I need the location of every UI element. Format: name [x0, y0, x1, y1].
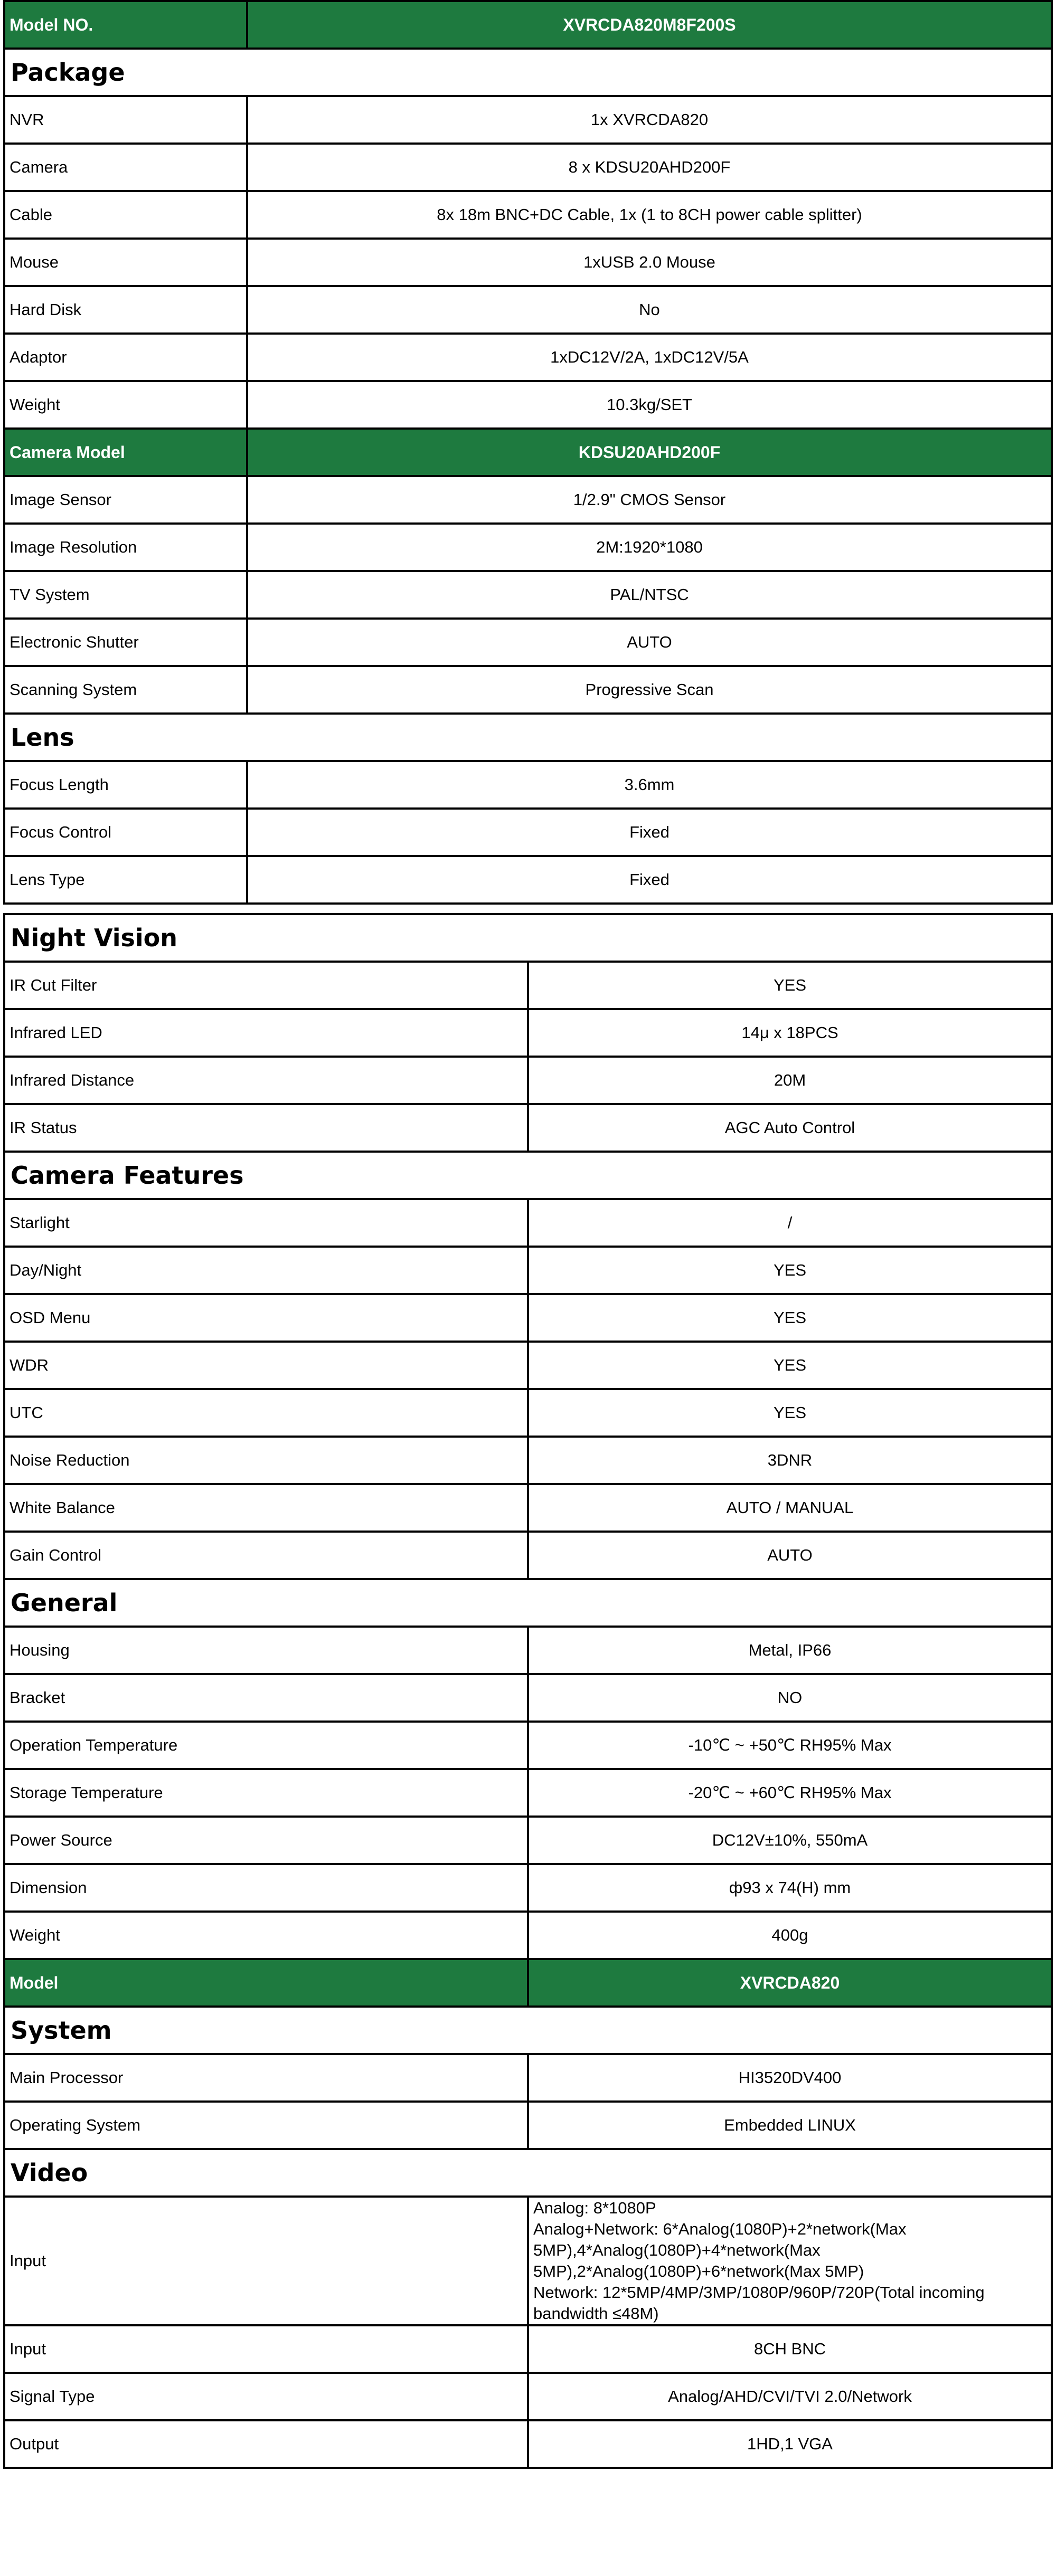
spec-label: Bracket — [4, 1674, 528, 1722]
table-row — [4, 191, 1052, 239]
spec-value: 3DNR — [528, 1437, 1052, 1484]
spec-label: Noise Reduction — [4, 1437, 528, 1484]
camera-model-label: Camera Model — [4, 429, 247, 476]
spec-label: Image Resolution — [4, 524, 247, 571]
section-title: Package — [4, 49, 1052, 96]
spec-value: 3.6mm — [247, 761, 1052, 809]
input-line-network: Network: 12*5MP/4MP/3MP/1080P/960P/720P(Total incoming bandwidth ≤48M) — [533, 2283, 985, 2323]
model-label: Model — [4, 1959, 528, 2007]
spec-label: Infrared Distance — [4, 1057, 528, 1104]
section-system — [4, 2007, 1052, 2054]
table-row — [4, 809, 1052, 856]
table-row — [4, 381, 1052, 429]
spec-value: 1xUSB 2.0 Mouse — [247, 239, 1052, 286]
table-row — [4, 571, 1052, 619]
section-package — [4, 49, 1052, 96]
table-row — [4, 286, 1052, 334]
spec-value: -20℃ ~ +60℃ RH95% Max — [528, 1769, 1052, 1817]
spec-label: Power Source — [4, 1817, 528, 1864]
table-row — [4, 1199, 1052, 1247]
spec-label: OSD Menu — [4, 1294, 528, 1342]
table-row — [4, 1294, 1052, 1342]
spec-label: NVR — [4, 96, 247, 144]
spec-label: Dimension — [4, 1864, 528, 1912]
table-row — [4, 2102, 1052, 2149]
table-row — [4, 2373, 1052, 2420]
table-row — [4, 856, 1052, 904]
section-title: Night Vision — [4, 914, 1052, 962]
spec-label: Scanning System — [4, 666, 247, 714]
spec-label: Day/Night — [4, 1247, 528, 1294]
section-general — [4, 1579, 1052, 1627]
spec-value: PAL/NTSC — [247, 571, 1052, 619]
spec-value: YES — [528, 962, 1052, 1009]
spec-value: HI3520DV400 — [528, 2054, 1052, 2102]
table-row — [4, 1722, 1052, 1769]
spec-value: 8CH BNC — [528, 2325, 1052, 2373]
spec-label: Storage Temperature — [4, 1769, 528, 1817]
spec-table-camera-nvr — [3, 913, 1053, 2469]
spec-value: 8x 18m BNC+DC Cable, 1x (1 to 8CH power cable splitter) — [247, 191, 1052, 239]
model-no-value: XVRCDA820M8F200S — [247, 1, 1052, 49]
spec-table-package-camera — [3, 0, 1053, 905]
spec-label: Focus Length — [4, 761, 247, 809]
table-row — [4, 1817, 1052, 1864]
camera-model-header-row — [4, 429, 1052, 476]
spec-label: Operating System — [4, 2102, 528, 2149]
table-row — [4, 1437, 1052, 1484]
spec-label: Cable — [4, 191, 247, 239]
section-title: General — [4, 1579, 1052, 1627]
spec-value: AUTO / MANUAL — [528, 1484, 1052, 1532]
table-row — [4, 761, 1052, 809]
spec-value: 2M:1920*1080 — [247, 524, 1052, 571]
table-row — [4, 2054, 1052, 2102]
spec-value: 400g — [528, 1912, 1052, 1959]
model-header-row — [4, 1959, 1052, 2007]
spec-label: IR Status — [4, 1104, 528, 1152]
table-row — [4, 1247, 1052, 1294]
spec-value: Analog/AHD/CVI/TVI 2.0/Network — [528, 2373, 1052, 2420]
input-line-analog-network: Analog+Network: 6*Analog(1080P)+2*network(Max 5MP),4*Analog(1080P)+4*network(Max 5MP),2*Analog(1080P)+6*network(Max 5MP) — [533, 2220, 907, 2280]
spec-value-multiline — [528, 2197, 1052, 2325]
spec-value: AUTO — [247, 619, 1052, 666]
spec-label: UTC — [4, 1389, 528, 1437]
spec-value: 10.3kg/SET — [247, 381, 1052, 429]
spec-value: No — [247, 286, 1052, 334]
spec-label: Housing — [4, 1627, 528, 1674]
table-row — [4, 962, 1052, 1009]
table-row — [4, 1627, 1052, 1674]
spec-label: Operation Temperature — [4, 1722, 528, 1769]
spec-value: AGC Auto Control — [528, 1104, 1052, 1152]
table-row — [4, 1104, 1052, 1152]
table-row — [4, 476, 1052, 524]
spec-label: Output — [4, 2420, 528, 2468]
spec-value: YES — [528, 1294, 1052, 1342]
camera-model-value: KDSU20AHD200F — [247, 429, 1052, 476]
table-row — [4, 334, 1052, 381]
spec-value: AUTO — [528, 1532, 1052, 1579]
spec-label: IR Cut Filter — [4, 962, 528, 1009]
model-no-header-row — [4, 1, 1052, 49]
spec-label: Image Sensor — [4, 476, 247, 524]
section-night-vision — [4, 914, 1052, 962]
spec-value: 14μ x 18PCS — [528, 1009, 1052, 1057]
section-video — [4, 2149, 1052, 2197]
spec-value: YES — [528, 1247, 1052, 1294]
table-row — [4, 1342, 1052, 1389]
table-row — [4, 619, 1052, 666]
spec-label: TV System — [4, 571, 247, 619]
table-row — [4, 2325, 1052, 2373]
spec-label: Hard Disk — [4, 286, 247, 334]
table-row — [4, 96, 1052, 144]
spec-label: Gain Control — [4, 1532, 528, 1579]
spec-value: Metal, IP66 — [528, 1627, 1052, 1674]
section-lens — [4, 714, 1052, 761]
spec-value: / — [528, 1199, 1052, 1247]
spec-label: Main Processor — [4, 2054, 528, 2102]
spec-value: Progressive Scan — [247, 666, 1052, 714]
spec-value: ф93 x 74(H) mm — [528, 1864, 1052, 1912]
table-row — [4, 1532, 1052, 1579]
spec-value: Fixed — [247, 856, 1052, 904]
section-title: Lens — [4, 714, 1052, 761]
spec-value: -10℃ ~ +50℃ RH95% Max — [528, 1722, 1052, 1769]
spec-label: White Balance — [4, 1484, 528, 1532]
spec-label: Mouse — [4, 239, 247, 286]
spec-label: Input — [4, 2325, 528, 2373]
spec-label: Infrared LED — [4, 1009, 528, 1057]
section-title: Video — [4, 2149, 1052, 2197]
model-value: XVRCDA820 — [528, 1959, 1052, 2007]
table-row — [4, 1389, 1052, 1437]
spec-label: Electronic Shutter — [4, 619, 247, 666]
table-row — [4, 1484, 1052, 1532]
spec-label: Focus Control — [4, 809, 247, 856]
section-camera-features — [4, 1152, 1052, 1199]
table-row — [4, 2420, 1052, 2468]
section-title: Camera Features — [4, 1152, 1052, 1199]
table-row — [4, 239, 1052, 286]
table-row — [4, 1057, 1052, 1104]
model-no-label: Model NO. — [4, 1, 247, 49]
table-row — [4, 1009, 1052, 1057]
spec-value: YES — [528, 1342, 1052, 1389]
spec-value: 8 x KDSU20AHD200F — [247, 144, 1052, 191]
table-row — [4, 1674, 1052, 1722]
table-row — [4, 1864, 1052, 1912]
spec-value: 20M — [528, 1057, 1052, 1104]
spec-value: 1xDC12V/2A, 1xDC12V/5A — [247, 334, 1052, 381]
spec-sheet — [3, 0, 1053, 2469]
spec-value: NO — [528, 1674, 1052, 1722]
section-title: System — [4, 2007, 1052, 2054]
spec-label: Weight — [4, 381, 247, 429]
spec-label: Input — [4, 2197, 528, 2325]
spec-value: DC12V±10%, 550mA — [528, 1817, 1052, 1864]
spec-label: Adaptor — [4, 334, 247, 381]
table-row — [4, 524, 1052, 571]
table-row-input-multi — [4, 2197, 1052, 2325]
spec-value: Fixed — [247, 809, 1052, 856]
spec-label: Signal Type — [4, 2373, 528, 2420]
table-row — [4, 1912, 1052, 1959]
spec-value: 1HD,1 VGA — [528, 2420, 1052, 2468]
spec-label: Lens Type — [4, 856, 247, 904]
spec-label: WDR — [4, 1342, 528, 1389]
spec-label: Weight — [4, 1912, 528, 1959]
table-row — [4, 1769, 1052, 1817]
table-row — [4, 666, 1052, 714]
spec-value: 1/2.9" CMOS Sensor — [247, 476, 1052, 524]
table-row — [4, 144, 1052, 191]
table-gap — [3, 905, 1053, 913]
spec-label: Starlight — [4, 1199, 528, 1247]
spec-label: Camera — [4, 144, 247, 191]
spec-value: YES — [528, 1389, 1052, 1437]
spec-value: 1x XVRCDA820 — [247, 96, 1052, 144]
spec-value: Embedded LINUX — [528, 2102, 1052, 2149]
input-line-analog: Analog: 8*1080P — [533, 2199, 656, 2217]
